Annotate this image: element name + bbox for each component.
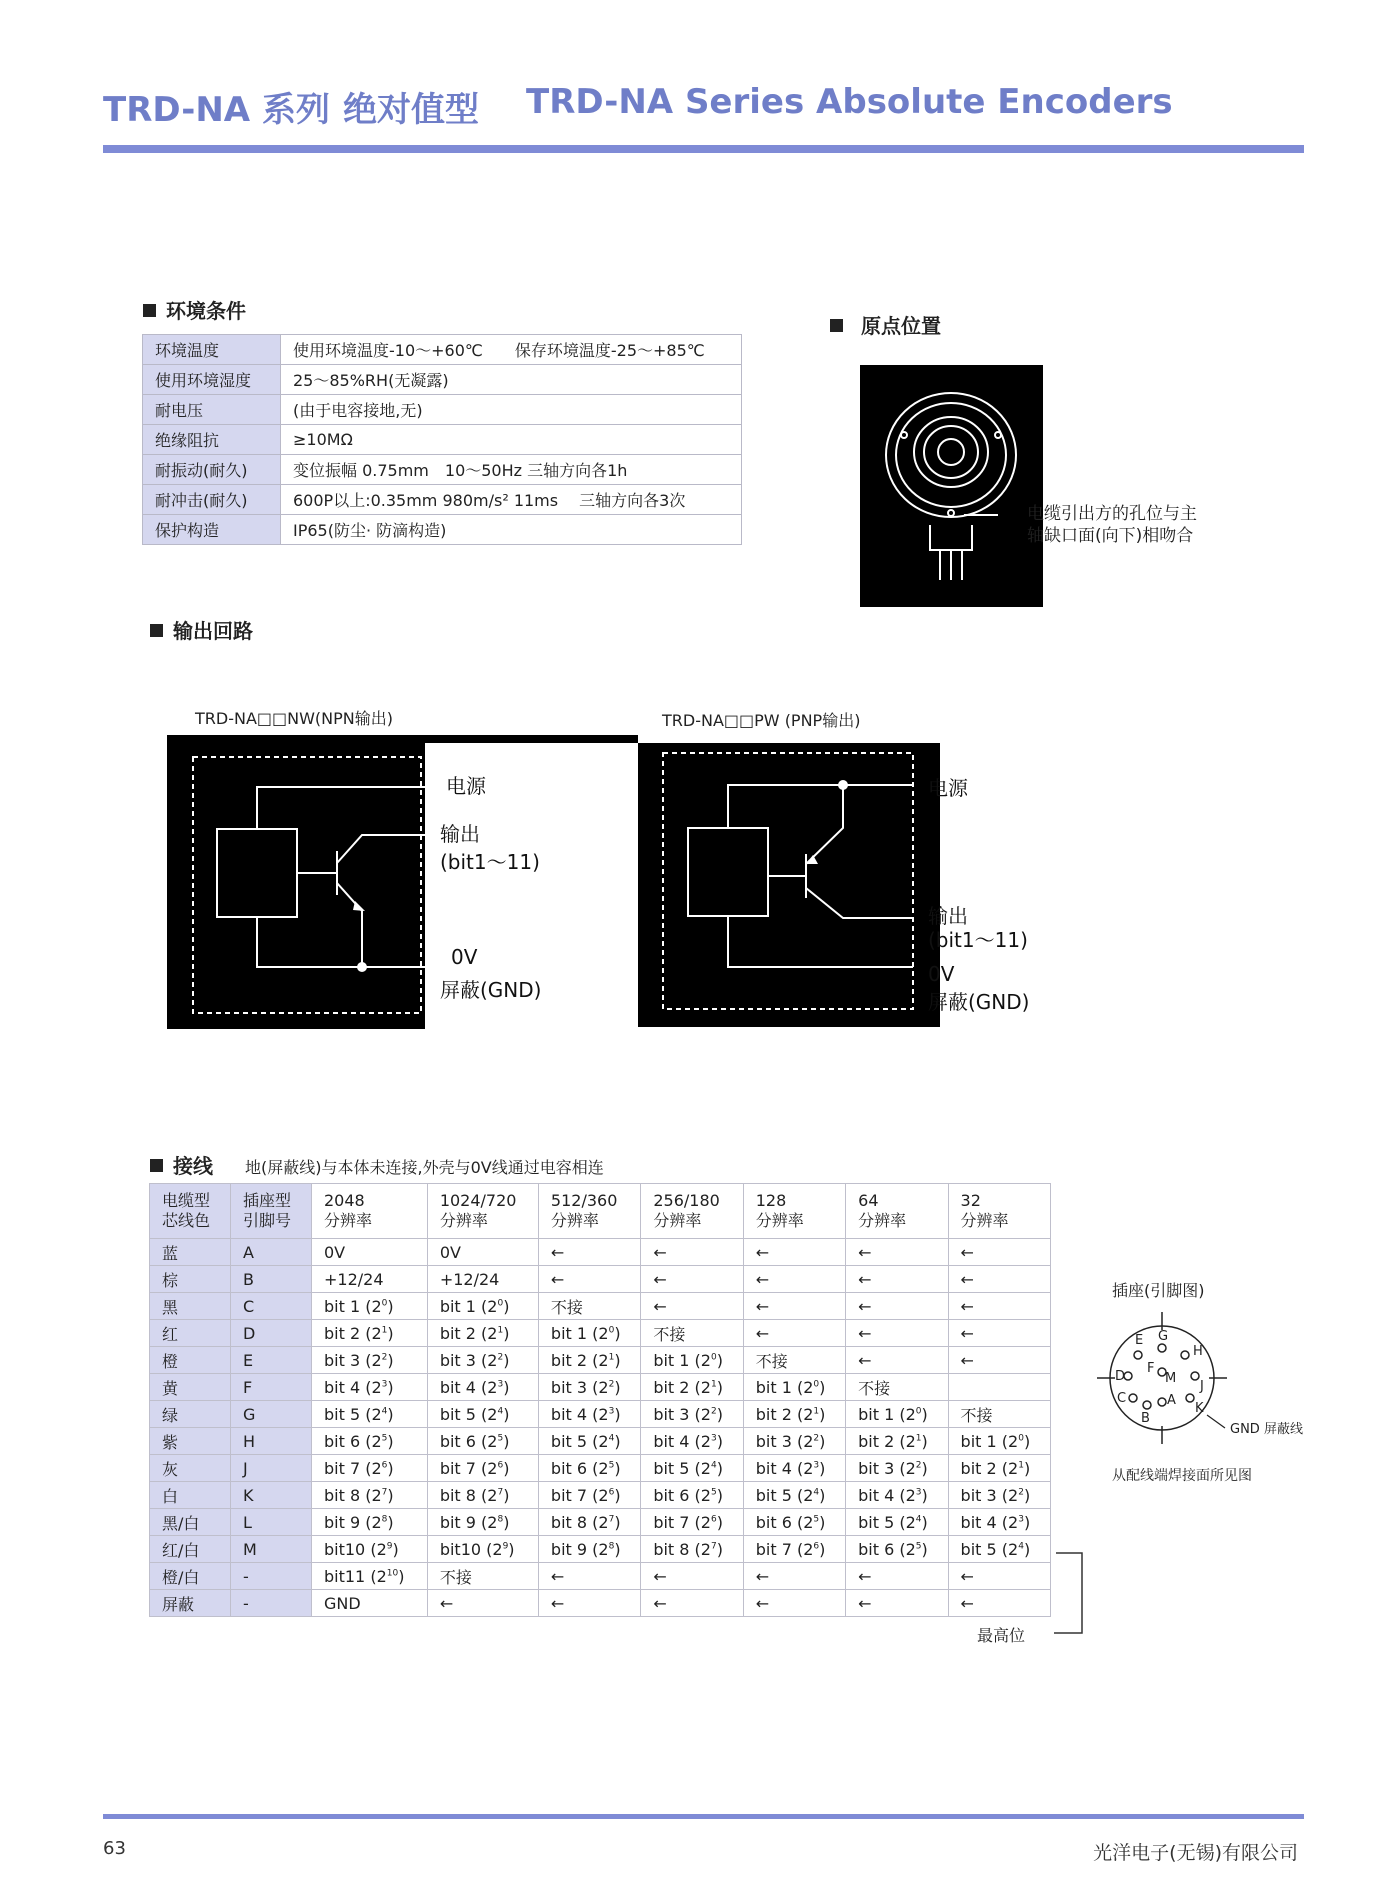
table-row [150,1266,1051,1293]
pnp-circuit [638,743,940,1027]
wiring-cell: ← [948,1320,1050,1347]
wiring-cell: ← [641,1590,743,1617]
environment-row [143,335,742,365]
wiring-cell: 棕 [150,1266,231,1293]
wiring-cell: bit 7 $(2^6)$ [312,1455,428,1482]
wiring-cell: 橙 [150,1347,231,1374]
wiring-cell: GND [312,1590,428,1617]
wiring-cell: bit 3 $(2^2)$ [948,1482,1050,1509]
wiring-cell: bit 6 $(2^5)$ [743,1509,845,1536]
environment-row [143,395,742,425]
wiring-cell: +12/24 [312,1266,428,1293]
wiring-cell: bit 2 $(2^1)$ [538,1347,640,1374]
table-row [150,1563,1051,1590]
table-row [150,1293,1051,1320]
wiring-cell: bit 5 $(2^4)$ [846,1509,948,1536]
wiring-header-cell: 电缆型 芯线色 [150,1184,231,1239]
wiring-cell: bit 4 $(2^3)$ [641,1428,743,1455]
wiring-cell: bit 8 $(2^7)$ [538,1509,640,1536]
wiring-cell: bit 3 $(2^2)$ [641,1401,743,1428]
wiring-cell: bit 5 $(2^4)$ [312,1401,428,1428]
wiring-cell: bit 5 $(2^4)$ [948,1536,1050,1563]
wiring-cell: bit 7 $(2^6)$ [538,1482,640,1509]
wiring-cell: bit 4 $(2^3)$ [427,1374,538,1401]
environment-row [143,425,742,455]
table-row [150,1455,1051,1482]
connector-title: 插座(引脚图) [1112,1281,1205,1300]
wiring-cell: D [231,1320,312,1347]
msb-bracket-icon [1054,1545,1086,1637]
npn-power-label: 电源 [446,774,486,798]
wiring-cell [948,1374,1050,1401]
npn-caption: TRD-NA□□NW(NPN输出) [195,709,393,728]
wiring-cell: K [231,1482,312,1509]
wiring-cell: bit 5 $(2^4)$ [427,1401,538,1428]
wiring-cell: bit 5 $(2^4)$ [641,1455,743,1482]
environment-row [143,365,742,395]
wiring-cell: 绿 [150,1401,231,1428]
wiring-cell: bit 9 $(2^8)$ [427,1509,538,1536]
wiring-cell: ← [743,1266,845,1293]
environment-label: 耐振动(耐久) [143,455,281,485]
encoder-front-icon [860,365,1043,607]
square-bullet-icon [150,1159,163,1172]
wiring-cell: bit 2 $(2^1)$ [312,1320,428,1347]
wiring-cell: ← [846,1239,948,1266]
wiring-header-cell: 32 分辨率 [948,1184,1050,1239]
wiring-cell: ← [948,1239,1050,1266]
wiring-cell: ← [948,1347,1050,1374]
wiring-cell: F [231,1374,312,1401]
wiring-cell: ← [743,1239,845,1266]
page-number: 63 [103,1838,126,1859]
table-row [150,1590,1051,1617]
wiring-cell: bit 1 $(2^0)$ [743,1374,845,1401]
wiring-header-cell: 256/180 分辨率 [641,1184,743,1239]
wiring-cell: bit 9 $(2^8)$ [538,1536,640,1563]
wiring-cell: 不接 [846,1374,948,1401]
wiring-cell: M [231,1536,312,1563]
wiring-cell: bit 1 $(2^0)$ [427,1293,538,1320]
wiring-cell: 0V [312,1239,428,1266]
table-row [150,1239,1051,1266]
wiring-cell: A [231,1239,312,1266]
pnp-circuit-diagram [638,743,940,1027]
environment-value: 600P以上:0.35mm 980m/s² 11ms 三轴方向各3次 [281,485,742,515]
section-title-origin: 原点位置 [830,310,941,339]
wiring-cell: ← [641,1563,743,1590]
square-bullet-icon [150,624,163,637]
pin-label-j: J [1200,1379,1204,1394]
environment-label: 耐冲击(耐久) [143,485,281,515]
pin-label-e: E [1135,1333,1144,1348]
environment-value: 使用环境温度-10～+60℃ 保存环境温度-25～+85℃ [281,335,742,365]
pin-label-b: B [1141,1411,1150,1426]
wiring-cell: ← [846,1563,948,1590]
wiring-cell: bit 6 $(2^5)$ [846,1536,948,1563]
wiring-cell: 不接 [427,1563,538,1590]
environment-value: IP65(防尘· 防滴构造) [281,515,742,545]
wiring-cell: 红 [150,1320,231,1347]
wiring-cell: 不接 [948,1401,1050,1428]
table-row [150,1401,1051,1428]
wiring-cell: bit 7 $(2^6)$ [641,1509,743,1536]
pin-label-g: G [1158,1329,1169,1344]
wiring-header-cell: 1024/720 分辨率 [427,1184,538,1239]
npn-0v-label: 0V [451,945,478,969]
footer-divider [103,1814,1304,1819]
wiring-header-cell: 128 分辨率 [743,1184,845,1239]
wiring-cell: 0V [427,1239,538,1266]
npn-output-bits-label: (bit1～11) [440,850,540,874]
wiring-cell: bit 3 $(2^2)$ [538,1374,640,1401]
npn-output-label: 输出 [440,822,480,846]
wiring-cell: bit 3 $(2^2)$ [846,1455,948,1482]
wiring-cell: bit11 $(2^{10})$ [312,1563,428,1590]
environment-label: 环境温度 [143,335,281,365]
wiring-cell: ← [948,1590,1050,1617]
table-row [150,1347,1051,1374]
gnd-shield-label: GND 屏蔽线 [1230,1422,1303,1437]
wiring-cell: 黑 [150,1293,231,1320]
wiring-cell: bit 7 $(2^6)$ [743,1536,845,1563]
wiring-cell: bit 7 $(2^6)$ [427,1455,538,1482]
square-bullet-icon [830,319,843,332]
pnp-caption: TRD-NA□□PW (PNP输出) [662,711,861,730]
square-bullet-icon [143,304,156,317]
wiring-cell: bit 3 $(2^2)$ [427,1347,538,1374]
connector-pinout-diagram [1095,1310,1230,1450]
npn-circuit [167,735,425,1029]
wiring-cell: ← [846,1590,948,1617]
wiring-cell: bit 6 $(2^5)$ [427,1428,538,1455]
wiring-cell: ← [846,1266,948,1293]
wiring-cell: bit 4 $(2^3)$ [312,1374,428,1401]
header-divider [103,145,1304,153]
wiring-cell: ← [948,1266,1050,1293]
table-row [150,1374,1051,1401]
wiring-cell: bit 4 $(2^3)$ [846,1482,948,1509]
wiring-cell: bit 6 $(2^5)$ [641,1482,743,1509]
wiring-cell: ← [641,1293,743,1320]
wiring-cell: ← [538,1239,640,1266]
wiring-cell: ← [743,1590,845,1617]
pnp-gnd-label: 屏蔽(GND) [928,990,1030,1014]
table-row [150,1509,1051,1536]
wiring-cell: ← [948,1293,1050,1320]
pin-label-d: D [1115,1369,1126,1384]
header-title-en: TRD-NA Series Absolute Encoders [526,82,1173,122]
circuit-top-strip [425,735,638,743]
section-title-output: 输出回路 [150,615,253,644]
wiring-table [149,1183,1051,1617]
section-title-environment: 环境条件 [143,295,246,324]
environment-value: (由于电容接地,无) [281,395,742,425]
wiring-cell: 灰 [150,1455,231,1482]
wiring-cell: bit 8 $(2^7)$ [641,1536,743,1563]
wiring-cell: 黑/白 [150,1509,231,1536]
wiring-cell: bit 3 $(2^2)$ [743,1428,845,1455]
wiring-cell: bit 2 $(2^1)$ [743,1401,845,1428]
pin-label-h: H [1193,1344,1203,1359]
environment-row [143,515,742,545]
wiring-cell: bit 2 $(2^1)$ [427,1320,538,1347]
wiring-cell: bit 1 $(2^0)$ [846,1401,948,1428]
wiring-cell: bit 4 $(2^3)$ [538,1401,640,1428]
wiring-cell: +12/24 [427,1266,538,1293]
wiring-cell: ← [743,1320,845,1347]
environment-row [143,485,742,515]
environment-value: 25～85%RH(无凝露) [281,365,742,395]
pnp-output-label: 输出 [928,904,968,928]
page-header [103,82,1303,132]
wiring-cell: bit 5 $(2^4)$ [743,1482,845,1509]
wiring-cell: C [231,1293,312,1320]
table-row [150,1320,1051,1347]
section-title-wiring: 接线 [150,1150,213,1179]
wiring-cell: ← [846,1320,948,1347]
wiring-cell: ← [538,1563,640,1590]
environment-label: 耐电压 [143,395,281,425]
environment-table [142,334,742,545]
npn-circuit-diagram [167,735,425,1029]
pin-label-m: M [1165,1371,1177,1386]
wiring-cell: bit 1 $(2^0)$ [312,1293,428,1320]
pin-label-k: K [1195,1401,1204,1416]
environment-value: ≥10MΩ [281,425,742,455]
wiring-cell: ← [743,1293,845,1320]
header-subtitle-cn: 绝对值型 [343,90,479,130]
wiring-cell: 白 [150,1482,231,1509]
wiring-cell: bit10 $(2^9)$ [312,1536,428,1563]
wiring-cell: bit 8 $(2^7)$ [312,1482,428,1509]
table-row [150,1482,1051,1509]
wiring-cell: 屏蔽 [150,1590,231,1617]
connector-caption: 从配线端焊接面所见图 [1112,1468,1252,1484]
wiring-cell: bit 6 $(2^5)$ [312,1428,428,1455]
wiring-cell: ← [538,1590,640,1617]
wiring-cell: G [231,1401,312,1428]
pnp-0v-label: 0V [928,962,955,986]
wiring-cell: 黄 [150,1374,231,1401]
environment-row [143,455,742,485]
wiring-cell: bit 5 $(2^4)$ [538,1428,640,1455]
wiring-cell: J [231,1455,312,1482]
wiring-cell: bit 9 $(2^8)$ [312,1509,428,1536]
wiring-cell: 不接 [743,1347,845,1374]
wiring-cell: 不接 [538,1293,640,1320]
msb-label: 最高位 [977,1626,1026,1645]
wiring-cell: H [231,1428,312,1455]
header-title-cn: TRD-NA 系列 [103,90,330,130]
wiring-header-cell: 512/360 分辨率 [538,1184,640,1239]
wiring-cell: bit 8 $(2^7)$ [427,1482,538,1509]
wiring-cell: 不接 [641,1320,743,1347]
environment-value: 变位振幅 0.75mm 10～50Hz 三轴方向各1h [281,455,742,485]
wiring-cell: ← [948,1563,1050,1590]
wiring-cell: 紫 [150,1428,231,1455]
wiring-cell: bit 2 $(2^1)$ [641,1374,743,1401]
wiring-cell: ← [538,1266,640,1293]
wiring-cell: - [231,1563,312,1590]
wiring-cell: bit 6 $(2^5)$ [538,1455,640,1482]
pnp-output-bits-label: (bit1～11) [928,928,1028,952]
environment-label: 使用环境湿度 [143,365,281,395]
wiring-cell: bit 4 $(2^3)$ [743,1455,845,1482]
wiring-cell: 橙/白 [150,1563,231,1590]
wiring-cell: 红/白 [150,1536,231,1563]
wiring-cell: ← [846,1293,948,1320]
wiring-note: 地(屏蔽线)与本体未连接,外壳与0V线通过电容相连 [245,1158,604,1177]
wiring-cell: bit 1 $(2^0)$ [948,1428,1050,1455]
origin-position-image [860,365,1043,607]
wiring-cell: ← [427,1590,538,1617]
table-row [150,1428,1051,1455]
pnp-power-label: 电源 [928,776,968,800]
wiring-cell: ← [641,1266,743,1293]
wiring-cell: 蓝 [150,1239,231,1266]
pin-label-f: F [1147,1361,1155,1376]
wiring-cell: - [231,1590,312,1617]
wiring-cell: ← [641,1239,743,1266]
wiring-cell: bit 4 $(2^3)$ [948,1509,1050,1536]
wiring-cell: bit 1 $(2^0)$ [641,1347,743,1374]
table-row [150,1536,1051,1563]
pin-label-c: C [1117,1391,1127,1406]
npn-gnd-label: 屏蔽(GND) [440,978,542,1002]
company-name: 光洋电子(无锡)有限公司 [1093,1842,1298,1864]
wiring-header-cell: 64 分辨率 [846,1184,948,1239]
wiring-cell: bit 1 $(2^0)$ [538,1320,640,1347]
wiring-cell: E [231,1347,312,1374]
wiring-cell: L [231,1509,312,1536]
pin-label-a: A [1167,1393,1176,1408]
wiring-cell: ← [743,1563,845,1590]
wiring-cell: bit10 $(2^9)$ [427,1536,538,1563]
environment-label: 绝缘阻抗 [143,425,281,455]
wiring-cell: ← [846,1347,948,1374]
wiring-cell: bit 2 $(2^1)$ [948,1455,1050,1482]
wiring-header-cell: 插座型 引脚号 [231,1184,312,1239]
wiring-cell: bit 2 $(2^1)$ [846,1428,948,1455]
wiring-cell: B [231,1266,312,1293]
origin-note: 电缆引出方的孔位与主 轴缺口面(向下)相吻合 [1027,504,1197,546]
wiring-cell: bit 3 $(2^2)$ [312,1347,428,1374]
environment-label: 保护构造 [143,515,281,545]
wiring-header-cell: 2048 分辨率 [312,1184,428,1239]
